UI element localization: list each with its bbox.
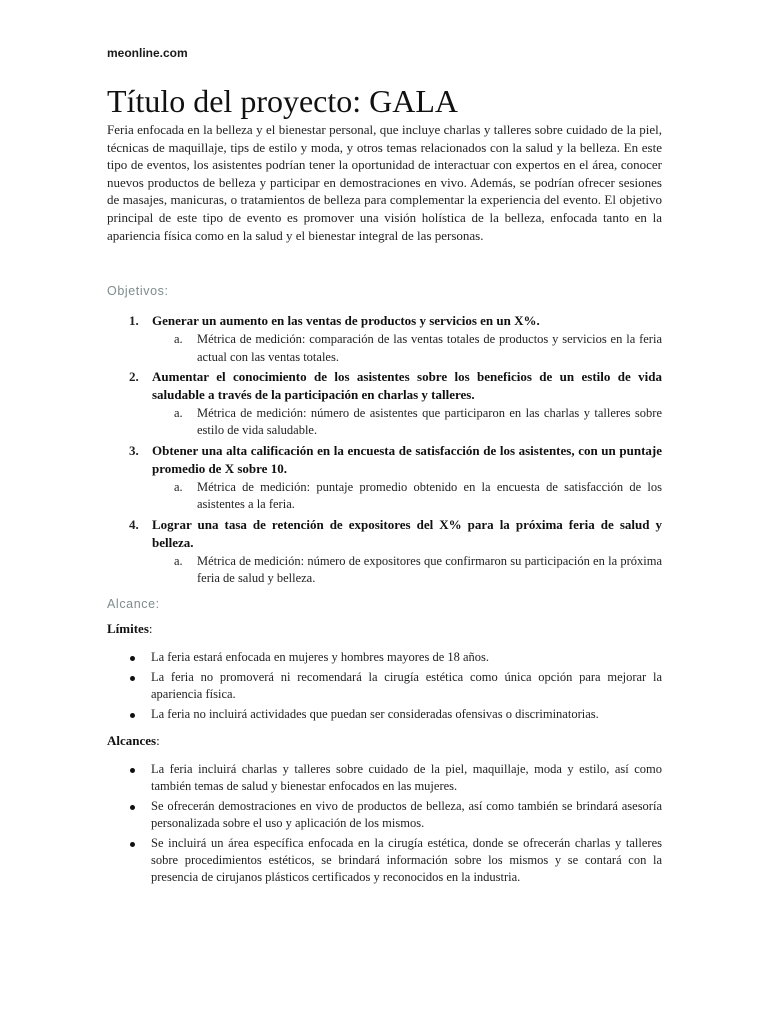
objective-number: 1. <box>129 313 139 329</box>
objective-metric <box>152 479 662 514</box>
objective-item <box>107 516 662 588</box>
list-item-text: La feria no promoverá ni recomendará la cirugía estética como única opción para mejorar la apariencia física. <box>151 669 662 702</box>
list-item <box>107 669 662 704</box>
reach-label-text: Alcances <box>107 733 157 749</box>
list-item <box>107 649 662 666</box>
limits-label: Límites: <box>107 621 153 637</box>
bullet-icon <box>130 656 135 661</box>
objective-metric <box>152 405 662 440</box>
metric-marker: a. <box>174 332 183 347</box>
list-item <box>107 706 662 723</box>
bullet-icon <box>130 713 135 718</box>
site-name: meonline.com <box>107 46 188 60</box>
objective-number: 4. <box>129 516 139 532</box>
objective-number: 3. <box>129 442 139 458</box>
reach-label: Alcances: <box>107 733 160 749</box>
objective-number: 2. <box>129 368 139 384</box>
list-item-text: La feria incluirá charlas y talleres sobre cuidado de la piel, maquillaje, moda y estilo, así como también temas de salud y bienestar enfocados en las mujeres. <box>151 762 662 794</box>
scope-heading: Alcance: <box>107 597 160 612</box>
objective-item <box>107 368 662 440</box>
list-item-text: Se ofrecerán demostraciones en vivo de productos de belleza, así como también se brindará asesoría personalizada sobre el uso y aplicación de los mismos. <box>151 798 662 831</box>
metric-text: Métrica de medición: puntaje promedio obtenido en la encuesta de satisfacción de los asistentes a la feria. <box>197 479 662 512</box>
bullet-icon <box>130 805 135 810</box>
objectives-list <box>107 312 662 587</box>
objective-item <box>107 442 662 514</box>
bullet-icon <box>130 842 135 847</box>
metric-text: Métrica de medición: comparación de las ventas totales de productos y servicios en la feria actual con las ventas totales. <box>197 332 662 364</box>
objective-text: Aumentar el conocimiento de los asistentes sobre los beneficios de un estilo de vida saludable a través de la participación en charlas y talleres. <box>152 368 662 402</box>
list-item <box>107 835 662 887</box>
metric-marker: a. <box>174 405 183 420</box>
page-title: Título del proyecto: GALA <box>107 83 459 119</box>
list-item-text: La feria no incluirá actividades que puedan ser consideradas ofensivas o discriminatorias. <box>151 706 599 721</box>
objective-metric <box>152 331 662 366</box>
list-item-text: La feria estará enfocada en mujeres y hombres mayores de 18 años. <box>151 650 490 665</box>
objective-item <box>107 312 662 366</box>
intro-paragraph: Feria enfocada en la belleza y el bienestar personal, que incluye charlas y talleres sobre cuidado de la piel, técnicas de maquillaje, tips de estilo y moda, y otros temas relacionados con la salud y la belleza. En este tipo de eventos, los asistentes podrían tener la oportunidad de interactuar con expertos en el área, conocer nuevos productos de belleza y participar en demostraciones en vivo. Además, se podrían ofrecer sesiones de masajes, manicuras, o tratamientos de belleza para complementar la experiencia del evento. El objetivo principal de este tipo de evento es promover una visión holística de la belleza, enfocada tanto en la apariencia física como en la salud y el bienestar integral de las personas. <box>107 122 662 243</box>
list-item <box>107 798 662 833</box>
list-item <box>107 761 662 796</box>
objective-text: Obtener una alta calificación en la encuesta de satisfacción de los asistentes, con un puntaje promedio de X sobre 10. <box>152 442 662 476</box>
metric-marker: a. <box>174 553 183 568</box>
bullet-icon <box>130 676 135 681</box>
limits-label-text: Límites <box>107 621 149 637</box>
reach-list <box>107 761 662 887</box>
objectives-heading: Objetivos: <box>107 284 169 299</box>
list-item-text: Se incluirá un área específica enfocada en la cirugía estética, donde se ofrecerán charlas y talleres sobre procedimientos estéticos, se brindará información sobre los mismos y se contará con la presencia de cirujanos plásticos certificados y reconocidos en la industria. <box>151 835 662 885</box>
metric-text: Métrica de medición: número de expositores que confirmaron su participación en la próxima feria de salud y belleza. <box>197 553 662 585</box>
objective-text: Lograr una tasa de retención de expositores del X% para la próxima feria de salud y belleza. <box>152 516 662 550</box>
objective-text: Generar un aumento en las ventas de productos y servicios en un X%. <box>152 313 540 329</box>
objective-metric <box>152 553 662 588</box>
bullet-icon <box>130 768 135 773</box>
metric-text: Métrica de medición: número de asistentes que participaron en las charlas y talleres sobre estilo de vida saludable. <box>197 405 662 438</box>
metric-marker: a. <box>174 479 183 494</box>
limits-list <box>107 649 662 723</box>
